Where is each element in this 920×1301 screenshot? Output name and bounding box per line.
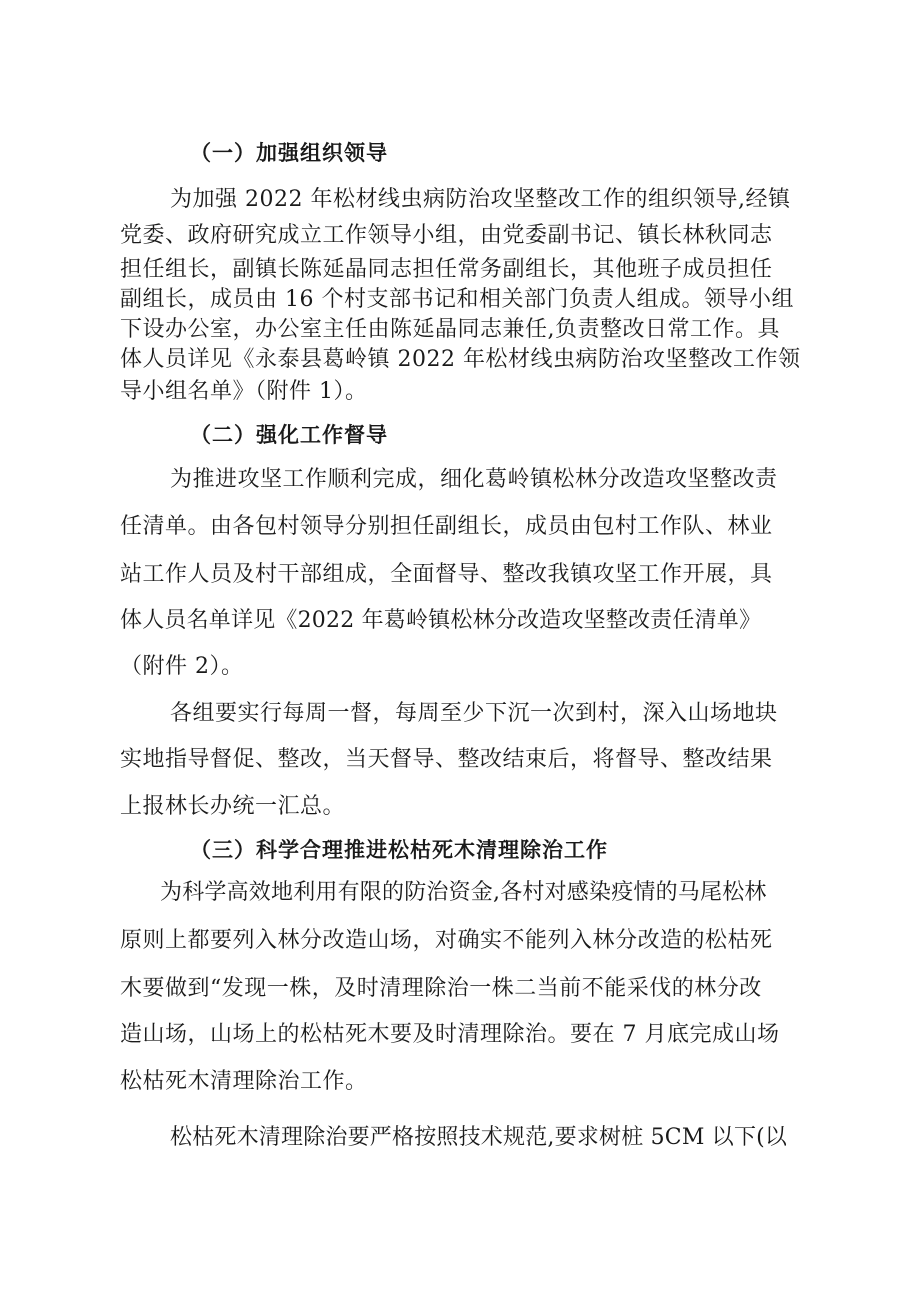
section-2-heading: （二）强化工作督导 <box>190 423 388 447</box>
section-1-line-2: 党委、政府研究成立工作领导小组，由党委副书记、镇长林秋同志 <box>120 223 773 248</box>
section-1-line-3: 担任组长，副镇长陈延晶同志担任常务副组长，其他班子成员担任 <box>120 257 773 282</box>
section-1-line-7: 导小组名单》（附件 1）。 <box>120 379 368 404</box>
section-2-p2-line-3: 上报林长办统一汇总。 <box>120 794 346 819</box>
section-3-p1-line-4: 造山场，山场上的松枯死木要及时清理除治。要在 7 月底完成山场 <box>120 1022 780 1047</box>
section-3-heading: （三）科学合理推进松枯死木清理除治工作 <box>190 838 608 862</box>
section-1-line-1: 为加强 2022 年松材线虫病防治攻坚整改工作的组织领导,经镇 <box>170 187 791 212</box>
section-2-p2-line-1: 各组要实行每周一督，每周至少下沉一次到村，深入山场地块 <box>170 701 778 726</box>
section-1-heading: （一）加强组织领导 <box>190 141 388 165</box>
section-2-p1-line-5: （附件 2）。 <box>120 654 244 679</box>
section-1-line-4: 副组长，成员由 16 个村支部书记和相关部门负责人组成。领导小组 <box>120 287 794 312</box>
section-3-p1-line-5: 松枯死木清理除治工作。 <box>120 1069 368 1094</box>
section-1-line-5: 下设办公室，办公室主任由陈延晶同志兼任,负责整改日常工作。具 <box>120 317 780 342</box>
section-2-p1-line-4: 体人员名单详见《2022 年葛岭镇松林分改造攻坚整改责任清单》 <box>120 608 762 633</box>
section-2-p1-line-2: 任清单。由各包村领导分别担任副组长，成员由包村工作队、林业 <box>120 514 773 539</box>
section-1-line-6: 体人员详见《永泰县葛岭镇 2022 年松材线虫病防治攻坚整改工作领 <box>120 347 801 372</box>
section-3-p1-line-2: 原则上都要列入林分改造山场，对确实不能列入林分改造的松枯死 <box>120 928 773 953</box>
section-2-p2-line-2: 实地指导督促、整改，当天督导、整改结束后，将督导、整改结果 <box>120 747 773 772</box>
section-3-p1-line-1: 为科学高效地利用有限的防治资金,各村对感染疫情的马尾松林 <box>160 880 767 905</box>
section-3-p1-line-3: 木要做到“发现一株，及时清理除治一株二当前不能采伐的林分改 <box>120 976 762 1001</box>
section-2-p1-line-3: 站工作人员及村干部组成，全面督导、整改我镇攻坚工作开展，具 <box>120 562 773 587</box>
section-2-p1-line-1: 为推进攻坚工作顺利完成，细化葛岭镇松林分改造攻坚整改责 <box>170 467 778 492</box>
section-3-p2-line-1: 松枯死木清理除治要严格按照技术规范,要求树桩 5CM 以下(以 <box>170 1125 788 1150</box>
